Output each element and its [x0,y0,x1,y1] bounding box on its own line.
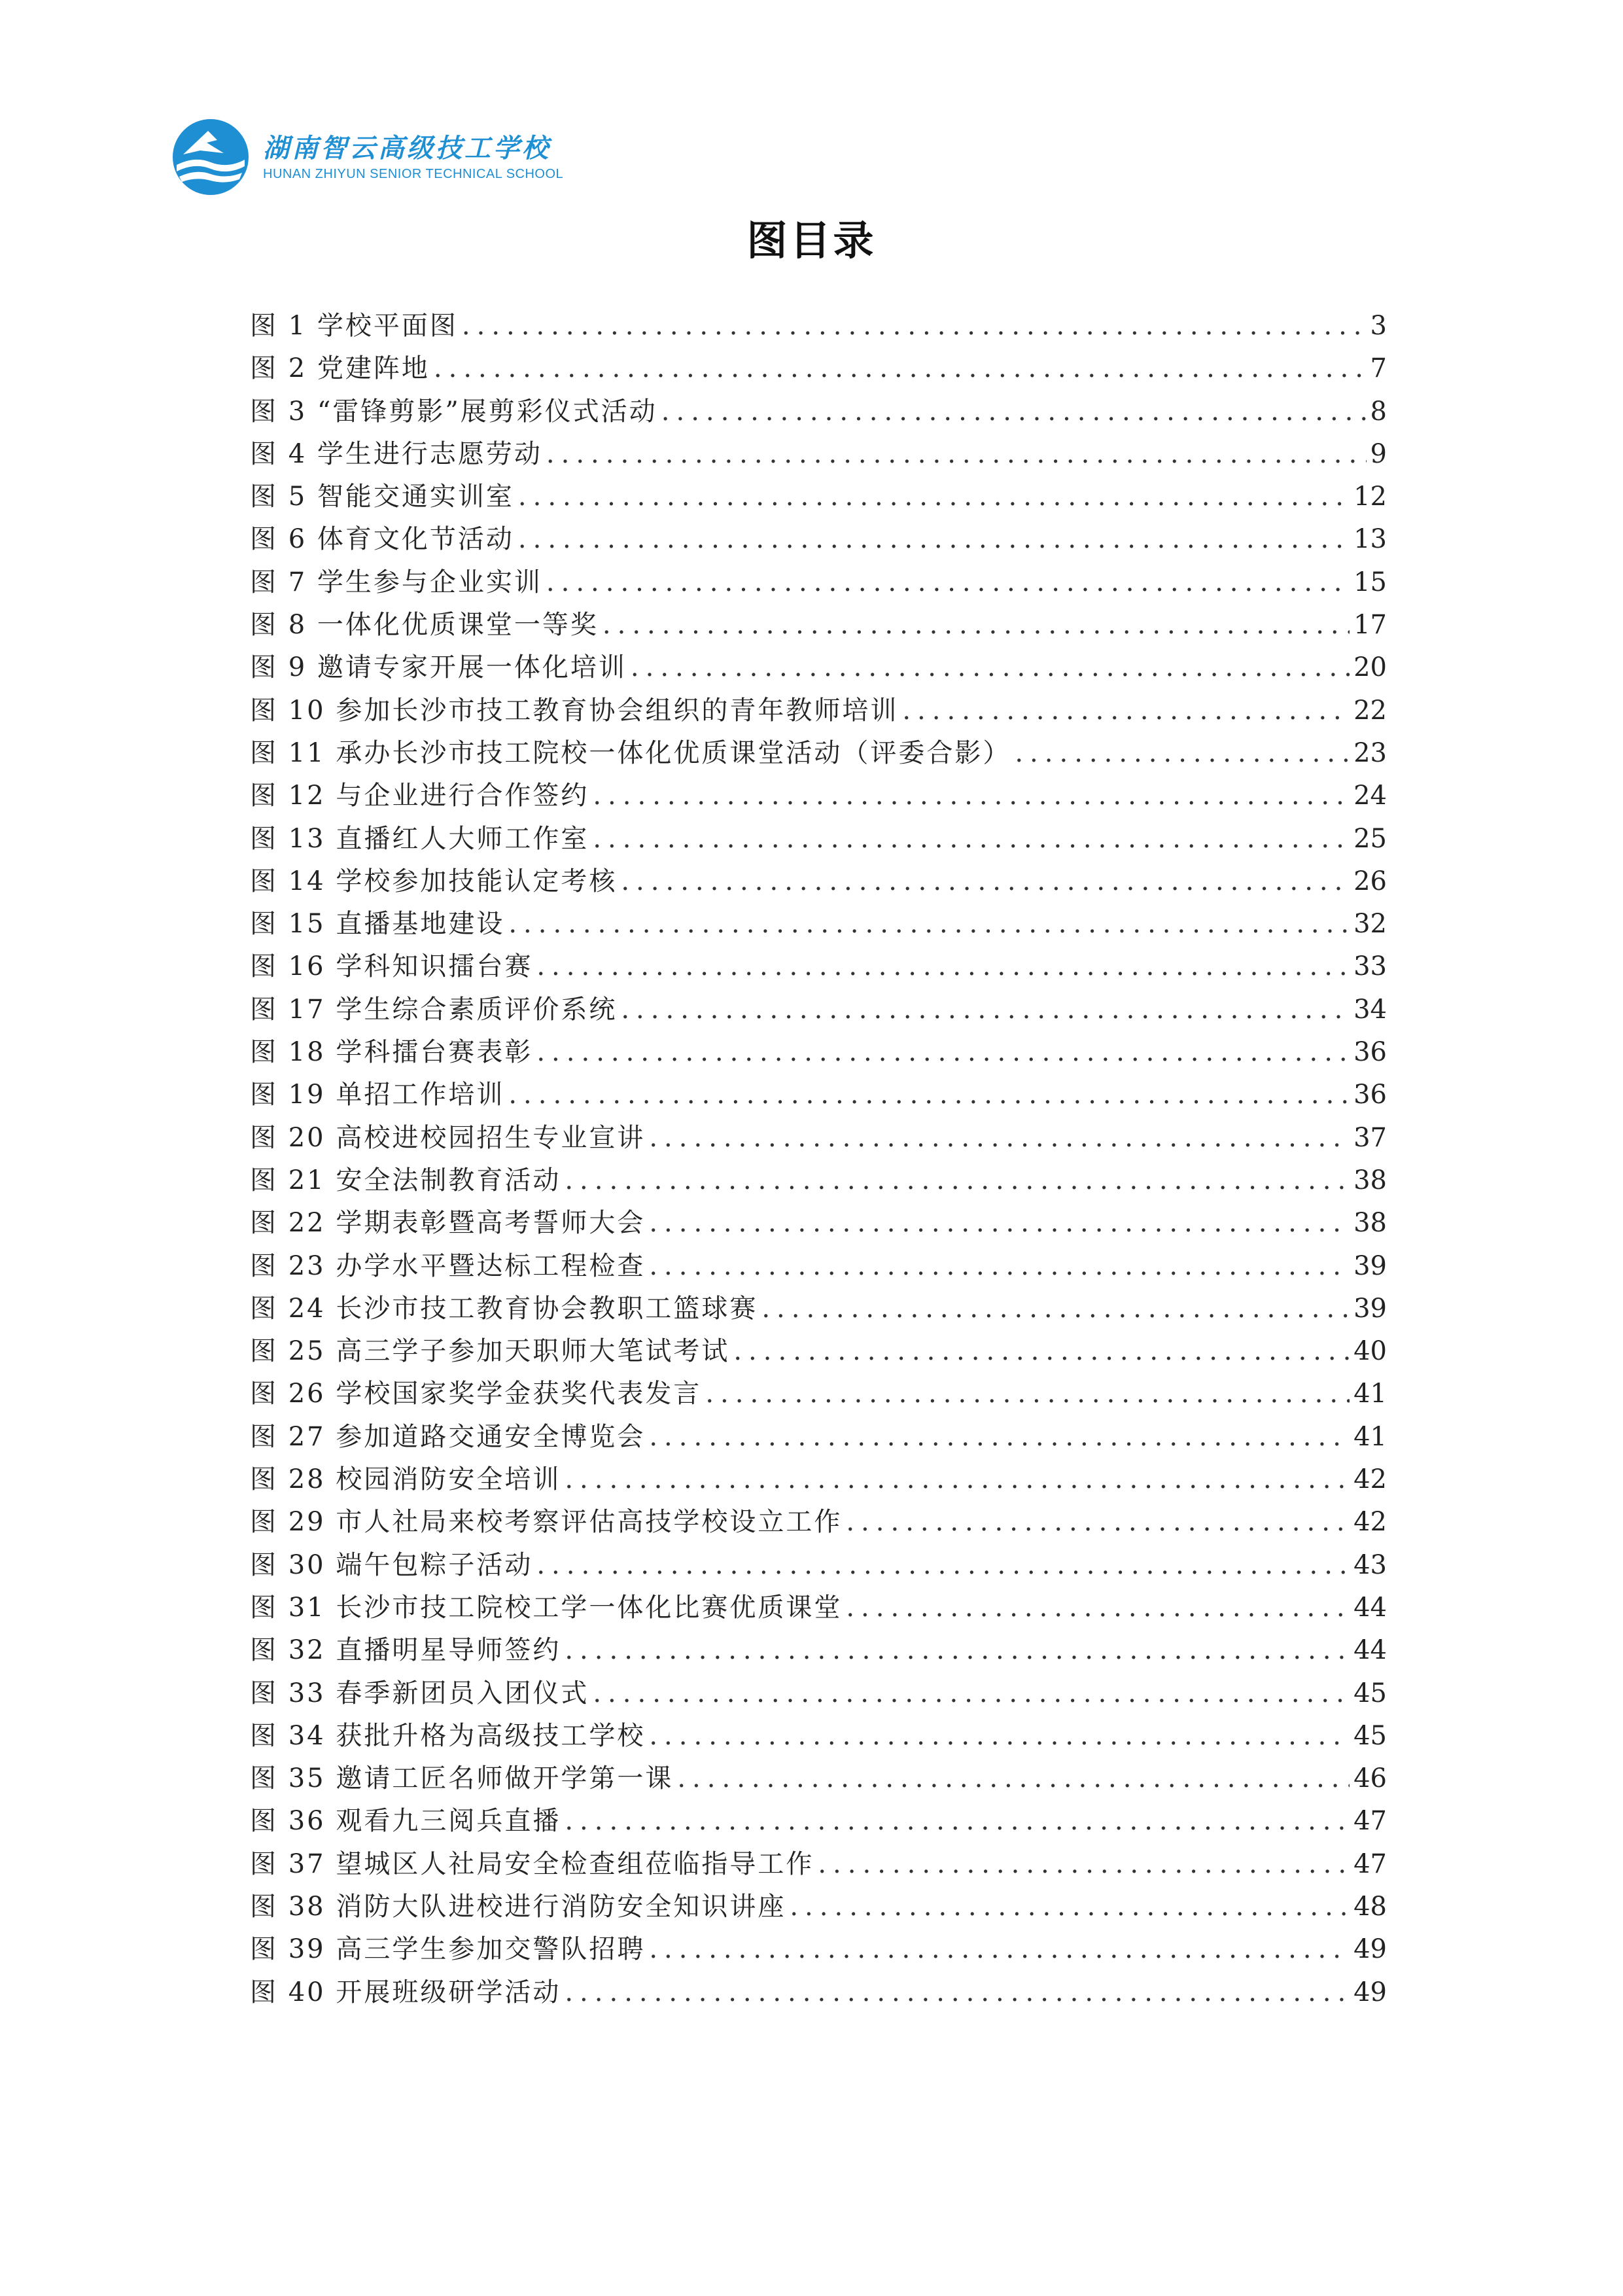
toc-dot-leader [649,1715,1350,1757]
toc-entry-page: 46 [1353,1763,1387,1794]
toc-entry-page: 15 [1353,567,1387,597]
toc-dot-leader [565,1971,1350,2014]
toc-entry-label: 图 31 长沙市技工院校工学一体化比赛优质课堂 [250,1592,843,1623]
toc-dot-leader [846,1587,1350,1629]
toc-entry[interactable] [250,305,1387,347]
toc-entry[interactable] [250,818,1387,860]
toc-entry-label: 图 6 体育文化节活动 [250,524,514,555]
toc-entry[interactable] [250,1886,1387,1928]
toc-entry-label: 图 25 高三学子参加天职师大笔试考试 [250,1336,730,1367]
toc-entry-label: 图 34 获批升格为高级技工学校 [250,1720,646,1751]
toc-entry[interactable] [250,1373,1387,1415]
toc-entry-label: 图 39 高三学生参加交警队招聘 [250,1934,646,1965]
toc-entry-page: 26 [1353,866,1387,896]
toc-entry-page: 12 [1353,482,1387,512]
toc-dot-leader [508,903,1350,945]
toc-entry[interactable] [250,989,1387,1031]
toc-entry-label: 图 17 学生综合素质评价系统 [250,994,618,1025]
toc-entry[interactable] [250,1330,1387,1373]
toc-dot-leader [593,818,1350,860]
toc-entry-page: 17 [1353,610,1387,641]
toc-entry-page: 25 [1353,823,1387,854]
toc-dot-leader [546,561,1350,604]
toc-entry-page: 34 [1353,994,1387,1025]
toc-entry-label: 图 20 高校进校园招生专业宣讲 [250,1122,646,1153]
toc-entry[interactable] [250,646,1387,689]
toc-entry-label: 图 9 邀请专家开展一体化培训 [250,652,627,683]
toc-dot-leader [649,1117,1350,1159]
toc-entry-label: 图 27 参加道路交通安全博览会 [250,1421,646,1452]
toc-entry[interactable] [250,1458,1387,1501]
toc-entry-page: 24 [1353,781,1387,811]
toc-entry[interactable] [250,1629,1387,1672]
toc-entry-label: 图 32 直播明星导师签约 [250,1635,561,1666]
toc-entry-label: 图 16 学科知识擂台赛 [250,951,533,982]
toc-entry-page: 44 [1353,1635,1387,1666]
toc-entry[interactable] [250,1288,1387,1330]
toc-entry-page: 37 [1353,1122,1387,1153]
figure-toc-list [250,305,1387,2014]
toc-entry-page: 23 [1353,737,1387,768]
toc-dot-leader [649,1928,1350,1971]
toc-entry-page: 38 [1353,1165,1387,1195]
toc-dot-leader [621,860,1350,903]
toc-dot-leader [518,476,1350,518]
toc-entry[interactable] [250,1843,1387,1886]
toc-entry-label: 图 37 望城区人社局安全检查组莅临指导工作 [250,1848,814,1879]
toc-entry-page: 36 [1353,1037,1387,1068]
toc-entry-label: 图 30 端午包粽子活动 [250,1549,533,1580]
toc-dot-leader [902,690,1350,732]
toc-entry-page: 41 [1353,1421,1387,1452]
toc-entry-label: 图 19 单招工作培训 [250,1080,505,1110]
toc-entry[interactable] [250,732,1387,775]
toc-dot-leader [846,1501,1350,1544]
toc-entry-label: 图 2 党建阵地 [250,353,430,384]
toc-entry[interactable] [250,903,1387,945]
toc-dot-leader [677,1757,1350,1800]
toc-dot-leader [818,1843,1350,1886]
toc-entry-page: 8 [1370,396,1387,427]
toc-dot-leader [462,305,1367,347]
toc-entry-label: 图 12 与企业进行合作签约 [250,781,589,811]
toc-dot-leader [649,1416,1350,1458]
toc-entry[interactable] [250,1672,1387,1715]
toc-entry[interactable] [250,433,1387,476]
toc-entry[interactable] [250,860,1387,903]
toc-dot-leader [434,347,1367,390]
school-header [169,116,563,198]
toc-entry[interactable] [250,391,1387,433]
toc-entry-page: 20 [1353,652,1387,683]
toc-entry-page: 39 [1353,1250,1387,1281]
toc-entry[interactable] [250,1715,1387,1757]
toc-entry-label: 图 1 学校平面图 [250,311,458,341]
toc-entry[interactable] [250,1587,1387,1629]
school-name-cn: 湖南智云高级技工学校 [263,133,551,164]
toc-entry-page: 40 [1353,1336,1387,1367]
toc-entry-label: 图 14 学校参加技能认定考核 [250,866,618,896]
toc-dot-leader [733,1330,1350,1373]
toc-dot-leader [565,1159,1350,1202]
toc-entry[interactable] [250,1245,1387,1288]
toc-entry-label: 图 35 邀请工匠名师做开学第一课 [250,1763,674,1794]
toc-entry-label: 图 36 观看九三阅兵直播 [250,1806,561,1837]
toc-dot-leader [649,1245,1350,1288]
toc-entry-page: 47 [1353,1806,1387,1837]
toc-entry-page: 45 [1353,1720,1387,1751]
toc-entry-label: 图 29 市人社局来校考察评估高技学校设立工作 [250,1507,843,1538]
toc-entry-page: 36 [1353,1080,1387,1110]
toc-entry[interactable] [250,775,1387,817]
toc-entry-label: 图 38 消防大队进校进行消防安全知识讲座 [250,1891,786,1922]
toc-entry[interactable] [250,561,1387,604]
toc-entry[interactable] [250,1971,1387,2014]
toc-entry[interactable] [250,1928,1387,1971]
toc-dot-leader [565,1458,1350,1501]
toc-entry[interactable] [250,604,1387,646]
toc-entry[interactable] [250,1544,1387,1587]
toc-dot-leader [790,1886,1350,1928]
toc-entry-page: 41 [1353,1379,1387,1409]
toc-dot-leader [546,433,1367,476]
toc-dot-leader [565,1800,1350,1843]
toc-entry-label: 图 5 智能交通实训室 [250,482,514,512]
toc-dot-leader [649,1202,1350,1245]
toc-entry[interactable] [250,518,1387,561]
toc-entry-page: 39 [1353,1293,1387,1324]
toc-entry-label: 图 18 学科擂台赛表彰 [250,1037,533,1068]
toc-entry-label: 图 15 直播基地建设 [250,909,505,940]
toc-entry[interactable] [250,476,1387,518]
toc-entry-label: 图 22 学期表彰暨高考誓师大会 [250,1208,646,1239]
toc-entry-page: 7 [1370,353,1387,384]
toc-entry-label: 图 24 长沙市技工教育协会教职工篮球赛 [250,1293,758,1324]
toc-dot-leader [518,518,1350,561]
toc-entry-label: 图 40 开展班级研学活动 [250,1977,561,2007]
toc-dot-leader [661,391,1367,433]
toc-entry-page: 9 [1370,438,1387,469]
toc-entry[interactable] [250,1757,1387,1800]
toc-entry[interactable] [250,1416,1387,1458]
toc-dot-leader [631,646,1350,689]
toc-entry[interactable] [250,1202,1387,1245]
toc-entry-page: 49 [1353,1977,1387,2007]
toc-entry-page: 49 [1353,1934,1387,1965]
toc-dot-leader [536,1031,1350,1074]
toc-entry-label: 图 4 学生进行志愿劳动 [250,438,542,469]
toc-entry-label: 图 33 春季新团员入团仪式 [250,1678,589,1708]
toc-dot-leader [761,1288,1350,1330]
school-logo-icon [169,116,253,198]
toc-entry[interactable] [250,1159,1387,1202]
toc-entry-page: 44 [1353,1592,1387,1623]
toc-entry[interactable] [250,1117,1387,1159]
toc-entry-label: 图 7 学生参与企业实训 [250,567,542,597]
toc-entry-label: 图 3 “雷锋剪影”展剪彩仪式活动 [250,396,657,427]
toc-entry-label: 图 8 一体化优质课堂一等奖 [250,610,599,641]
toc-dot-leader [593,1672,1350,1715]
toc-entry-page: 42 [1353,1464,1387,1495]
toc-dot-leader [565,1629,1350,1672]
toc-dot-leader [621,989,1350,1031]
toc-entry[interactable] [250,347,1387,390]
toc-entry-page: 32 [1353,909,1387,940]
toc-entry-page: 33 [1353,951,1387,982]
toc-entry-page: 13 [1353,524,1387,555]
toc-entry-label: 图 13 直播红人大师工作室 [250,823,589,854]
toc-entry[interactable] [250,1800,1387,1843]
toc-dot-leader [536,1544,1350,1587]
toc-entry[interactable] [250,1031,1387,1074]
toc-entry-page: 22 [1353,695,1387,726]
toc-entry[interactable] [250,1501,1387,1544]
toc-entry-page: 42 [1353,1507,1387,1538]
toc-entry-page: 47 [1353,1848,1387,1879]
toc-entry-page: 3 [1370,311,1387,341]
toc-dot-leader [1015,732,1350,775]
toc-entry-label: 图 23 办学水平暨达标工程检查 [250,1250,646,1281]
toc-entry-label: 图 10 参加长沙市技工教育协会组织的青年教师培训 [250,695,899,726]
toc-entry-page: 45 [1353,1678,1387,1708]
toc-entry-label: 图 11 承办长沙市技工院校一体化优质课堂活动（评委合影） [250,737,1011,768]
toc-entry-label: 图 21 安全法制教育活动 [250,1165,561,1195]
toc-entry[interactable] [250,945,1387,988]
toc-dot-leader [705,1373,1350,1415]
toc-entry-label: 图 28 校园消防安全培训 [250,1464,561,1495]
toc-dot-leader [536,945,1350,988]
toc-dot-leader [602,604,1350,646]
toc-entry-page: 38 [1353,1208,1387,1239]
toc-entry-page: 43 [1353,1549,1387,1580]
toc-entry-page: 48 [1353,1891,1387,1922]
toc-entry-label: 图 26 学校国家奖学金获奖代表发言 [250,1379,702,1409]
school-name-en: HUNAN ZHIYUN SENIOR TECHNICAL SCHOOL [263,166,564,181]
toc-dot-leader [508,1074,1350,1116]
toc-entry[interactable] [250,690,1387,732]
toc-entry[interactable] [250,1074,1387,1116]
page-title: 图目录 [746,217,877,264]
toc-dot-leader [593,775,1350,817]
